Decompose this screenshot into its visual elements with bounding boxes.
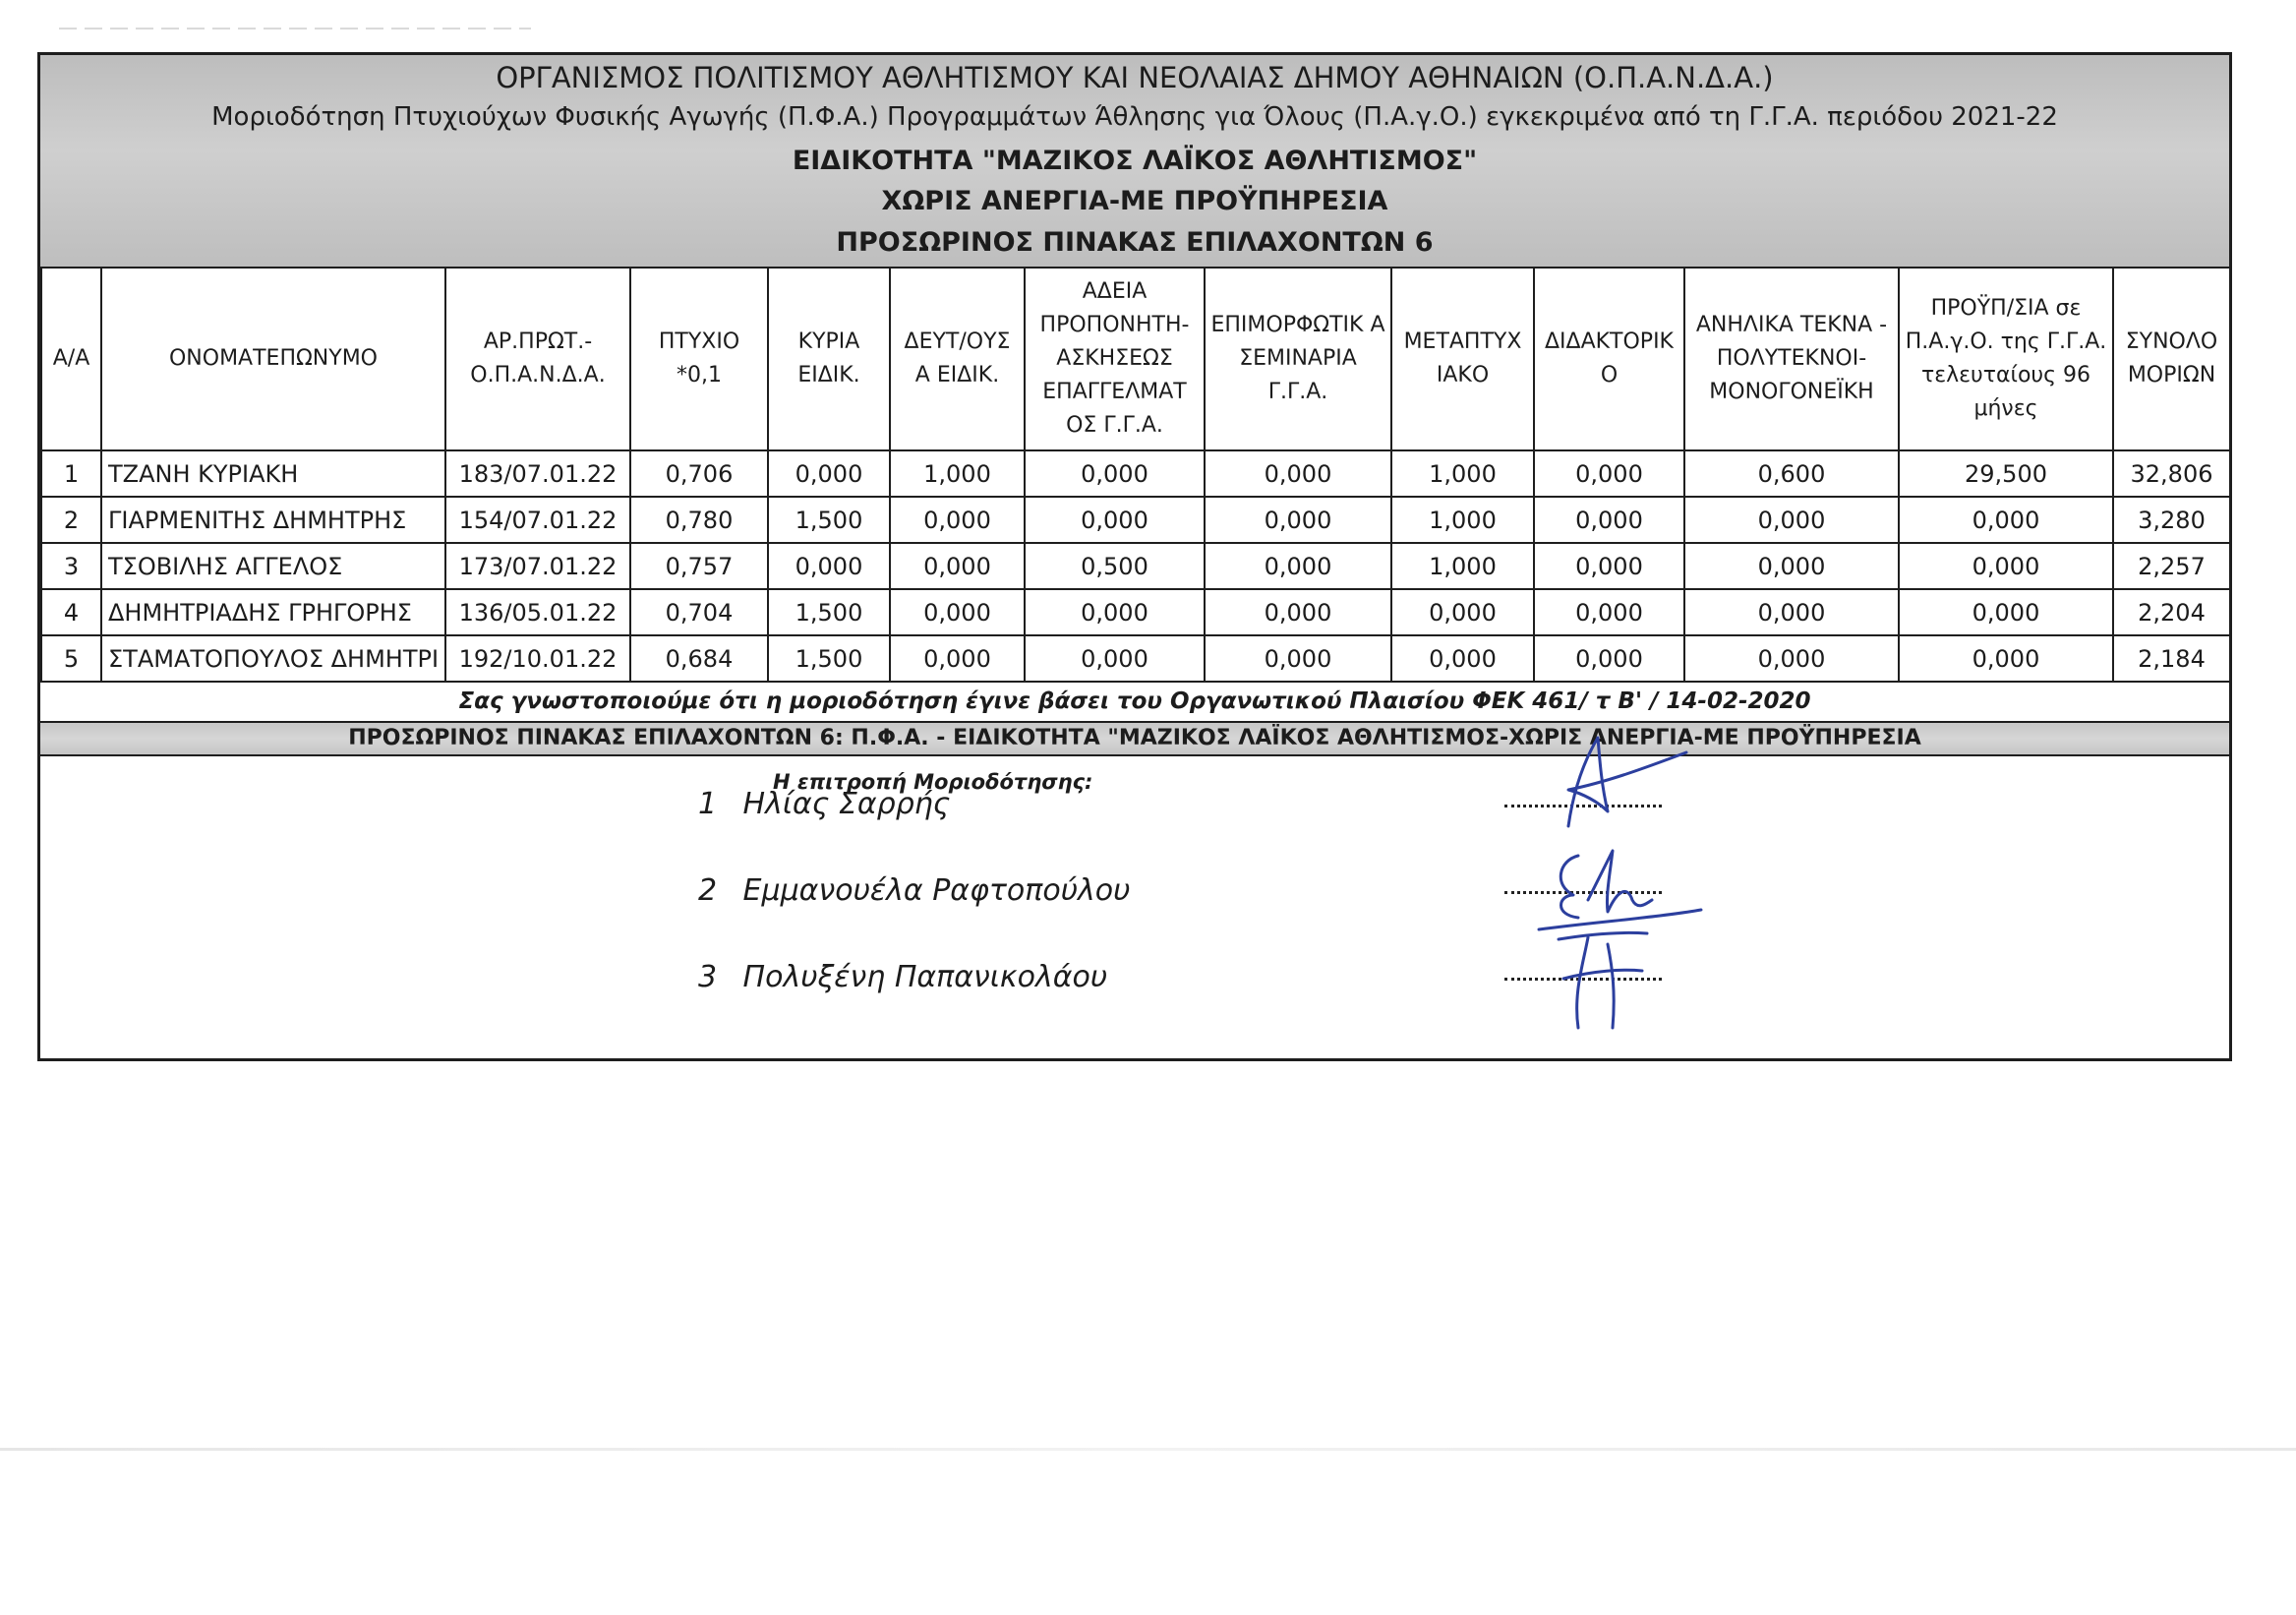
total-score: 2,184 — [2113, 635, 2230, 682]
table-row — [41, 450, 2230, 497]
table-row — [41, 589, 2230, 635]
experience-score: 0,000 — [1899, 497, 2113, 543]
coach-license-score: 0,000 — [1025, 635, 1205, 682]
family-score: 0,000 — [1684, 635, 1899, 682]
column-header: ΠΤΥΧΙΟ *0,1 — [630, 268, 768, 450]
experience-score: 0,000 — [1899, 635, 2113, 682]
row-number: 5 — [41, 635, 101, 682]
candidate-name: ΣΤΑΜΑΤΟΠΟΥΛΟΣ ΔΗΜΗΤΡΙ — [101, 635, 445, 682]
coach-license-score: 0,500 — [1025, 543, 1205, 589]
main-specialty-score: 0,000 — [768, 543, 890, 589]
family-score: 0,000 — [1684, 543, 1899, 589]
protocol-number: 183/07.01.22 — [445, 450, 630, 497]
doctorate-score: 0,000 — [1534, 635, 1684, 682]
column-header: ΟΝΟΜΑΤΕΠΩΝΥΜΟ — [101, 268, 445, 450]
protocol-number: 136/05.01.22 — [445, 589, 630, 635]
table-header-row — [41, 268, 2230, 450]
experience-score: 0,000 — [1899, 543, 2113, 589]
member-name: Ηλίας Σαρρής — [742, 787, 951, 821]
column-header: ΑΔΕΙΑ ΠΡΟΠΟΝΗΤΗ- ΑΣΚΗΣΕΩΣ ΕΠΑΓΓΕΛΜΑΤ ΟΣ Γ.Γ.Α. — [1025, 268, 1205, 450]
column-header: ΑΝΗΛΙΚΑ ΤΕΚΝΑ - ΠΟΛΥΤΕΚΝΟΙ- ΜΟΝΟΓΟΝΕΪΚΗ — [1684, 268, 1899, 450]
specialty-title: ΕΙΔΙΚΟΤΗΤΑ "ΜΑΖΙΚΟΣ ΛΑΪΚΟΣ ΑΘΛΗΤΙΣΜΟΣ" — [792, 146, 1478, 176]
masters-score: 0,000 — [1391, 635, 1534, 682]
degree-score: 0,757 — [630, 543, 768, 589]
seminars-score: 0,000 — [1205, 589, 1391, 635]
table-title: ΠΡΟΣΩΡΙΝΟΣ ΠΙΝΑΚΑΣ ΕΠΙΛΑΧΟΝΤΩΝ 6 — [836, 227, 1434, 258]
row-number: 3 — [41, 543, 101, 589]
protocol-number: 173/07.01.22 — [445, 543, 630, 589]
main-specialty-score: 0,000 — [768, 450, 890, 497]
protocol-number: 192/10.01.22 — [445, 635, 630, 682]
table-row — [41, 635, 2230, 682]
candidate-name: ΤΣΟΒΙΛΗΣ ΑΓΓΕΛΟΣ — [101, 543, 445, 589]
doctorate-score: 0,000 — [1534, 497, 1684, 543]
seminars-score: 0,000 — [1205, 635, 1391, 682]
masters-score: 0,000 — [1391, 589, 1534, 635]
document-subtitle: Μοριοδότηση Πτυχιούχων Φυσικής Αγωγής (Π.Φ.Α.) Προγραμμάτων Άθλησης για Όλους (Π.Α.γ.Ο.) εγκεκριμένα από τη Γ.Γ.Α. περιόδου 2021-22 — [211, 102, 2058, 132]
masters-score: 1,000 — [1391, 543, 1534, 589]
main-specialty-score: 1,500 — [768, 589, 890, 635]
seminars-score: 0,000 — [1205, 497, 1391, 543]
protocol-number: 154/07.01.22 — [445, 497, 630, 543]
signature-1 — [1529, 733, 1706, 831]
scan-artifact-bottom — [0, 1448, 2296, 1451]
column-header: ΑΡ.ΠΡΩΤ.- Ο.Π.Α.Ν.Δ.Α. — [445, 268, 630, 450]
category-title: ΧΩΡΙΣ ΑΝΕΡΓΙΑ-ΜΕ ΠΡΟΫΠΗΡΕΣΙΑ — [881, 186, 1388, 216]
row-number: 2 — [41, 497, 101, 543]
member-name: Πολυξένη Παπανικολάου — [742, 960, 1108, 994]
member-number: 3 — [698, 960, 718, 994]
committee-member — [698, 873, 1131, 908]
candidate-name: ΓΙΑΡΜΕΝΙΤΗΣ ΔΗΜΗΤΡΗΣ — [101, 497, 445, 543]
document-header — [40, 55, 2229, 269]
committee-member — [698, 787, 950, 821]
masters-score: 1,000 — [1391, 450, 1534, 497]
doctorate-score: 0,000 — [1534, 450, 1684, 497]
secondary-specialty-score: 0,000 — [890, 635, 1025, 682]
degree-score: 0,780 — [630, 497, 768, 543]
document-frame — [37, 52, 2232, 1061]
legal-notice: Σας γνωστοποιούμε ότι η μοριοδότηση έγινε βάσει του Οργανωτικού Πλαισίου ΦΕΚ 461/ τ Β' / 14-02-2020 — [458, 688, 1811, 714]
degree-score: 0,704 — [630, 589, 768, 635]
candidate-name: ΤΖΑΝΗ ΚΥΡΙΑΚΗ — [101, 450, 445, 497]
column-header: ΜΕΤΑΠΤΥΧ ΙΑΚΟ — [1391, 268, 1534, 450]
column-header: ΔΕΥΤ/ΟΥΣ Α ΕΙΔΙΚ. — [890, 268, 1025, 450]
column-header: ΚΥΡΙΑ ΕΙΔΙΚ. — [768, 268, 890, 450]
member-name: Εμμανουέλα Ραφτοπούλου — [742, 873, 1131, 908]
family-score: 0,600 — [1684, 450, 1899, 497]
total-score: 2,204 — [2113, 589, 2230, 635]
signature-3 — [1529, 920, 1706, 1018]
row-number: 1 — [41, 450, 101, 497]
secondary-specialty-score: 1,000 — [890, 450, 1025, 497]
candidate-name: ΔΗΜΗΤΡΙΑΔΗΣ ΓΡΗΓΟΡΗΣ — [101, 589, 445, 635]
scoring-table — [40, 267, 2231, 683]
total-score: 32,806 — [2113, 450, 2230, 497]
coach-license-score: 0,000 — [1025, 589, 1205, 635]
degree-score: 0,706 — [630, 450, 768, 497]
doctorate-score: 0,000 — [1534, 543, 1684, 589]
footer-band — [40, 721, 2229, 756]
total-score: 2,257 — [2113, 543, 2230, 589]
coach-license-score: 0,000 — [1025, 497, 1205, 543]
main-specialty-score: 1,500 — [768, 635, 890, 682]
family-score: 0,000 — [1684, 589, 1899, 635]
committee-member — [698, 960, 1107, 994]
column-header: ΠΡΟΫΠ/ΣΙΑ σε Π.Α.γ.Ο. της Γ.Γ.Α. τελευταίους 96 μήνες — [1899, 268, 2113, 450]
column-header: Α/Α — [41, 268, 101, 450]
table-row — [41, 497, 2230, 543]
member-number: 2 — [698, 873, 718, 908]
masters-score: 1,000 — [1391, 497, 1534, 543]
seminars-score: 0,000 — [1205, 543, 1391, 589]
scan-artifact-top — [59, 28, 531, 30]
family-score: 0,000 — [1684, 497, 1899, 543]
member-number: 1 — [698, 787, 718, 821]
total-score: 3,280 — [2113, 497, 2230, 543]
column-header: ΣΥΝΟΛΟ ΜΟΡΙΩΝ — [2113, 268, 2230, 450]
row-number: 4 — [41, 589, 101, 635]
main-specialty-score: 1,500 — [768, 497, 890, 543]
committee-label: Η επιτροπή Μοριοδότησης: — [773, 770, 1093, 794]
table-row — [41, 543, 2230, 589]
degree-score: 0,684 — [630, 635, 768, 682]
column-header: ΔΙΔΑΚΤΟΡΙΚ Ο — [1534, 268, 1684, 450]
secondary-specialty-score: 0,000 — [890, 589, 1025, 635]
experience-score: 29,500 — [1899, 450, 2113, 497]
secondary-specialty-score: 0,000 — [890, 543, 1025, 589]
experience-score: 0,000 — [1899, 589, 2113, 635]
seminars-score: 0,000 — [1205, 450, 1391, 497]
footer-title: ΠΡΟΣΩΡΙΝΟΣ ΠΙΝΑΚΑΣ ΕΠΙΛΑΧΟΝΤΩΝ 6: Π.Φ.Α. - ΕΙΔΙΚΟΤΗΤΑ "ΜΑΖΙΚΟΣ ΛΑΪΚΟΣ ΑΘΛΗΤΙΣΜΟΣ-ΧΩΡΙΣ ΑΝΕΡΓΙΑ-ΜΕ ΠΡΟΫΠΗΡΕΣΙΑ — [348, 726, 1921, 750]
coach-license-score: 0,000 — [1025, 450, 1205, 497]
doctorate-score: 0,000 — [1534, 589, 1684, 635]
secondary-specialty-score: 0,000 — [890, 497, 1025, 543]
column-header: ΕΠΙΜΟΡΦΩΤΙΚ Α ΣΕΜΙΝΑΡΙΑ Γ.Γ.Α. — [1205, 268, 1391, 450]
organization-title: ΟΡΓΑΝΙΣΜΟΣ ΠΟΛΙΤΙΣΜΟΥ ΑΘΛΗΤΙΣΜΟΥ ΚΑΙ ΝΕΟΛΑΙΑΣ ΔΗΜΟΥ ΑΘΗΝΑΙΩΝ (Ο.Π.Α.Ν.Δ.Α.) — [496, 61, 1774, 94]
